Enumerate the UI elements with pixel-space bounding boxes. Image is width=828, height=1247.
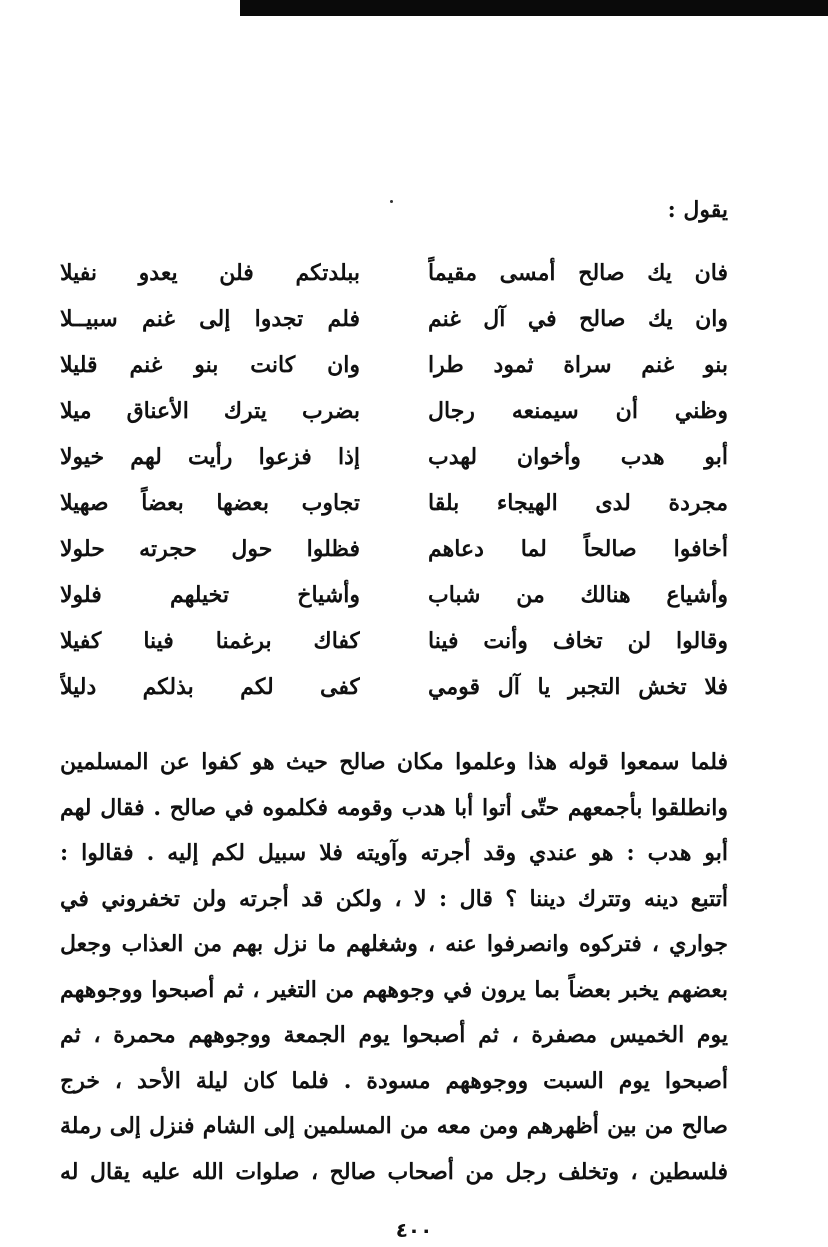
verse-second-hemistich: إذا فزعوا رأيت لهم خيولا — [60, 444, 360, 470]
verse-second-hemistich: فلم تجدوا إلى غنم سبيــلا — [60, 306, 360, 332]
verse-second-hemistich: وأشياخ تخيلهم فلولا — [60, 582, 360, 608]
prose-line: أبو هدب : هو عندي وقد أجرته وآويته فلا سبيل لكم إليه . فقالوا : — [60, 840, 728, 866]
poem-verse — [60, 572, 728, 618]
poem-verse — [60, 618, 728, 664]
verse-second-hemistich: فظلوا حول حجرته حلولا — [60, 536, 360, 562]
poem-verse — [60, 480, 728, 526]
verse-second-hemistich: كفاك برغمنا فينا كفيلا — [60, 628, 360, 654]
poem-verse — [60, 296, 728, 342]
poem-verse — [60, 526, 728, 572]
verse-first-hemistich: وقالوا لن تخاف وأنت فينا — [428, 628, 728, 654]
prose-line: وانطلقوا بأجمعهم حتّى أتوا أبا هدب وقومه فكلموه في صالح . فقال لهم — [60, 794, 728, 821]
verse-first-hemistich: بنو غنم سراة ثمود طرا — [428, 352, 728, 378]
verse-first-hemistich: فلا تخش التجبر يا آل قومي — [428, 674, 728, 700]
scan-edge-bar — [240, 0, 828, 16]
verse-first-hemistich: أخافوا صالحاً لما دعاهم — [428, 536, 728, 562]
verse-second-hemistich: بضرب يترك الأعناق ميلا — [60, 398, 360, 424]
prose-line: بعضهم يخبر بعضاً بما يرون في وجوههم من التغير ، ثم أصبحوا ووجوههم — [60, 976, 728, 1003]
book-page — [60, 190, 728, 1195]
poem-verse — [60, 250, 728, 296]
prose-line: يوم الخميس مصفرة ، ثم أصبحوا يوم الجمعة ووجوههم محمرة ، ثم — [60, 1022, 728, 1048]
verse-first-hemistich: مجردة لدى الهيجاء بلقا — [428, 490, 728, 516]
verse-first-hemistich: وان يك صالح في آل غنم — [428, 306, 728, 332]
prose-line: أتتبع دينه وتترك ديننا ؟ قال : لا ، ولكن قد أجرته ولن تخفروني في — [60, 885, 728, 912]
prose-paragraph — [60, 740, 728, 1195]
verse-second-hemistich: وان كانت بنو غنم قليلا — [60, 352, 360, 378]
page-number: ٤٠٠ — [395, 1218, 433, 1242]
poem-verse — [60, 664, 728, 710]
prose-line: فلسطين ، وتخلف رجل من أصحاب صالح ، صلوات الله عليه يقال له — [60, 1158, 728, 1185]
verse-first-hemistich: فان يك صالح أمسى مقيماً — [428, 260, 728, 286]
verse-second-hemistich: تجاوب بعضها بعضاً صهيلا — [60, 490, 360, 516]
prose-line: أصبحوا يوم السبت ووجوههم مسودة . فلما كان ليلة الأحد ، خرج — [60, 1067, 728, 1094]
verse-second-hemistich: كفى لكم بذلكم دليلاً — [60, 674, 360, 700]
verse-second-hemistich: ببلدتكم فلن يعدو نفيلا — [60, 260, 360, 286]
prose-line: جواري ، فتركوه وانصرفوا عنه ، وشغلهم ما نزل بهم من العذاب وجعل — [60, 931, 728, 957]
verse-first-hemistich: وأشياع هنالك من شباب — [428, 582, 728, 608]
verse-first-hemistich: أبو هدب وأخوان لهدب — [428, 444, 728, 470]
verse-first-hemistich: وظني أن سيمنعه رجال — [428, 398, 728, 424]
poem-verse — [60, 434, 728, 480]
poem-verse — [60, 342, 728, 388]
prose-line: فلما سمعوا قوله هذا وعلموا مكان صالح حيث هو كفوا عن المسلمين — [60, 749, 728, 775]
prose-line: صالح من بين أظهرهم ومن معه من المسلمين إلى الشام فنزل إلى رملة — [60, 1113, 728, 1139]
poem-verse — [60, 388, 728, 434]
poem-intro: يقول : — [667, 197, 728, 223]
poem — [60, 250, 728, 710]
